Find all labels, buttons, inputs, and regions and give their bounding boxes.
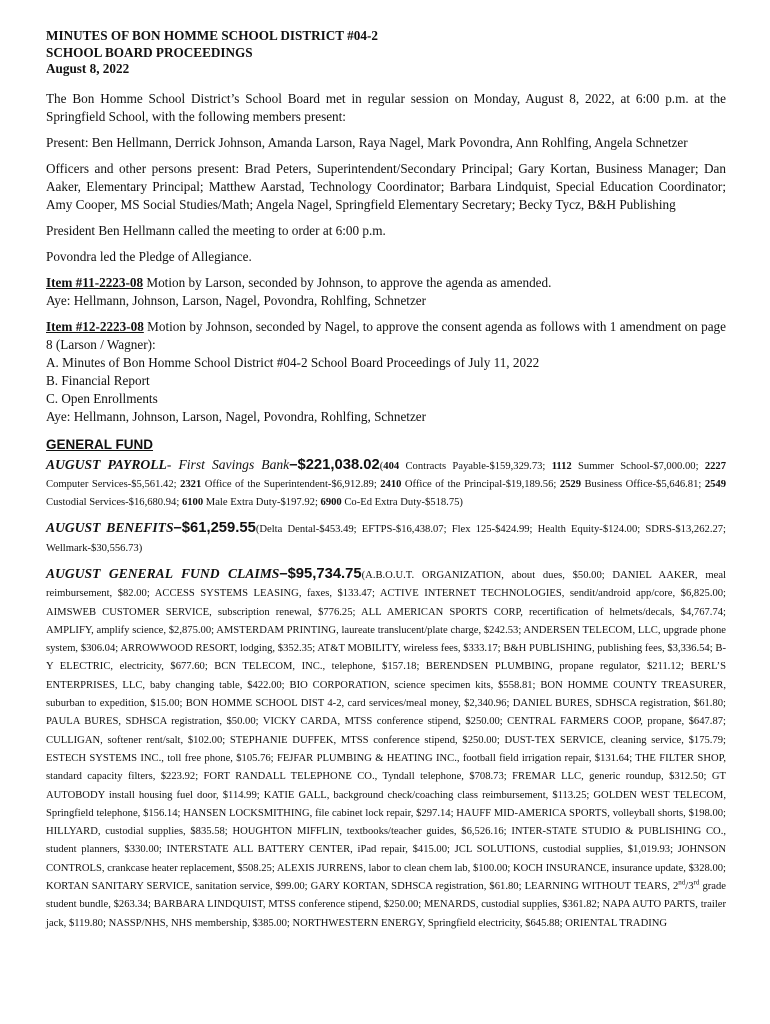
benefits-amount: –$61,259.55 xyxy=(173,520,256,537)
account-detail: Business Office-$5,646.81; xyxy=(581,478,705,490)
account-code: 2549 xyxy=(704,478,727,490)
general-fund-heading: GENERAL FUND xyxy=(46,436,154,452)
header-subtitle: SCHOOL BOARD PROCEEDINGS xyxy=(46,44,253,60)
item-label: Item #12-2223-08 xyxy=(46,318,144,334)
header-title: MINUTES OF BON HOMME SCHOOL DISTRICT #04-2 xyxy=(46,28,378,43)
account-detail: Summer School-$7,000.00; xyxy=(571,460,705,472)
benefits-detail: (Delta Dental-$453.49; EFTPS-$16,438.07; Flex 125-$424.99; Health Equity-$124.00; SDRS-$13,262.27; Wellmark-$30,556.73) xyxy=(46,524,727,554)
account-detail: Computer Services-$5,561.42; xyxy=(46,478,181,490)
item-text: Motion by Larson, seconded by Johnson, to approve the agenda as amended. xyxy=(143,274,552,290)
payroll-title: AUGUST PAYROLL xyxy=(46,456,167,472)
item-label: Item #11-2223-08 xyxy=(46,274,144,290)
account-code: 404 xyxy=(383,460,400,472)
consent-list-item: C. Open Enrollments xyxy=(46,390,158,406)
agenda-item-2 xyxy=(46,318,726,426)
account-detail: Custodial Services-$16,680.94; xyxy=(46,497,182,509)
august-payroll: AUGUST PAYROLL- First Savings Bank–$221,038.02(404 Contracts Payable-$159,329.73; 1112 Summer School-$7,000.00; 2227 Computer Services-$5,561.42; 2321 Office of the Superintendent-$6,912.89; 2410 Office of the Principal-$19,189.56; 2529 Business Office-$5,646.81; 2549 Custodial Services-$16,680.94; 6100 Male Extra Duty-$197.92; 6900 Co-Ed Extra Duty-$518.75) xyxy=(46,456,727,509)
payroll-amount: –$221,038.02 xyxy=(289,456,380,473)
account-code: 2410 xyxy=(380,478,402,490)
account-detail: Office of the Superintendent-$6,912.89; xyxy=(201,478,381,490)
august-general-fund-claims xyxy=(46,565,726,931)
claims-title: AUGUST GENERAL FUND CLAIMS xyxy=(46,565,280,581)
account-detail: Contracts Payable-$159,329.73; xyxy=(399,460,552,472)
members-present: Present: Ben Hellmann, Derrick Johnson, Amanda Larson, Raya Nagel, Mark Povondra, Ann Rohlfing, Angela Schnetzer xyxy=(46,134,688,150)
document-header xyxy=(46,28,726,78)
intro-paragraph: The Bon Homme School District’s School Board met in regular session on Monday, August 8, 2022, at 6:00 p.m. at the Springfield School, with the following members present: xyxy=(46,90,726,124)
ordinal-suffix: rd xyxy=(693,878,700,887)
account-code: 2227 xyxy=(704,460,727,472)
pledge: Povondra led the Pledge of Allegiance. xyxy=(46,248,252,264)
account-detail: Co-Ed Extra Duty-$518.75) xyxy=(341,497,463,509)
account-code: 6100 xyxy=(181,497,204,509)
claims-detail: /3 xyxy=(685,881,694,893)
claims-amount: –$95,734.75 xyxy=(279,565,362,582)
account-code: 2529 xyxy=(559,478,582,490)
benefits-title: AUGUST BENEFITS xyxy=(46,520,174,536)
minutes-page xyxy=(46,28,726,931)
consent-list-item: A. Minutes of Bon Homme School District #04-2 School Board Proceedings of July 11, 2022 xyxy=(46,354,540,370)
vote-line: Aye: Hellmann, Johnson, Larson, Nagel, Povondra, Rohlfing, Schnetzer xyxy=(46,408,427,424)
officers-present: Officers and other persons present: Brad Peters, Superintendent/Secondary Principal; Gary Kortan, Business Manager; Dan Aaker, Elementary Principal; Matthew Aarstad, Technology Coordinator; Barbara Lindquist, Special Education Coordinator; Amy Cooper, MS Social Studies/Math; Angela Nagel, Springfield Elementary Secretary; Becky Tycz, B&H Publishing xyxy=(46,160,726,212)
august-benefits xyxy=(46,519,726,556)
item-text: Motion by Johnson, seconded by Nagel, to approve the consent agenda as follows with 1 amendment on page 8 (Larson / Wagner): xyxy=(46,318,726,352)
consent-list-item: B. Financial Report xyxy=(46,372,150,388)
header-date: August 8, 2022 xyxy=(46,61,130,76)
account-detail: Office of the Principal-$19,189.56; xyxy=(401,478,560,490)
vote-line: Aye: Hellmann, Johnson, Larson, Nagel, Povondra, Rohlfing, Schnetzer xyxy=(46,292,427,308)
account-detail: Male Extra Duty-$197.92; xyxy=(203,497,321,509)
ordinal-suffix: nd xyxy=(678,878,686,887)
claims-detail: (A.B.O.U.T. ORGANIZATION, about dues, $50.00; DANIEL AAKER, meal reimbursement, $82.00; ACCESS SYSTEMS LEASING, faxes, $133.47; ACTIVE INTERNET TECHNOLOGIES, sendit/android app/core, $6,825.00; AIMSWEB CUSTOMER SERVICE, subscription renewal, $776.25; ALL AMERICAN SPORTS CORP, recertification of helmets/decals, $4,767.74; AMPLIFY, amplify science, $2,875.00; AMSTERDAM PRINTING, laureate translucent/plate charge, $242.53; ANDERSEN TELECOM, LLC, upgrade phone system, $306.04; ARROWWOOD RESORT, lodging, $352.35; AT&T MOBILITY, wireless fees, $333.17; B&H PUBLISHING, publishing fees, $3,336.54; B-Y ELECTRIC, electricity, $677.60; BCN TELECOM, INC., telephone, $157.18; BERENDSEN PLUMBING, propane regulator, $211.12; BERL’S ENTERPRISES, LLC, baby changing table, $422.00; BIO CORPORATION, science specimen kits, $558.81; BON HOMME COUNTY TREASURER, suburban to expedition, $15.00; BON HOMME SCHOOL DIST 4-2, card services/meal money, $2,340.96; DANIEL BURES, SDHSCA registration, $61.80; PAULA BURES, SDHSCA registration, $50.00; VICKY CARDA, MTSS conference stipend, $250.00; CENTRAL FARMERS COOP, propane, $647.87; CULLIGAN, softener rent/salt, $102.00; STEPHANIE DUFFEK, MTSS conference stipend, $250.00; DUST-TEX SERVICE, cleaning service, $175.79; ESTECH SYSTEMS INC., toll free phone, $105.76; FEJFAR PLUMBING & HEATING INC., football field irrigation repair, $131.64; THE FILTER SHOP, standard capacity filters, $223.92; FORT RANDALL TELEPHONE CO., Tyndall telephone, $708.73; FREMAR LLC, generic roundup, $312.50; GT AUTOBODY install housing fuel door, $114.99; KATIE GALL, background check/coaching class reimbursement, $113.25; GOLDEN WEST TELECOM, Springfield telephone, $156.14; HANSEN LOCKSMITHING, file cabinet lock repair, $297.14; HAUFF MID-AMERICA SPORTS, volleyball shorts, $198.00; HILLYARD, custodial supplies, $835.58; HOUGHTON MIFFLIN, textbooks/teacher guides, $6,526.16; INTER-STATE STUDIO & PUBLISHING CO., student planners, $330.00; INTERSTATE ALL BATTERY CENTER, iPad repair, $415.00; JCL SOLUTIONS, custodial supplies, $1,019.93; JOHNSON CONTROLS, crankcase heater replacement, $508.25; ALEXIS JURRENS, labor to clean chem lab, $100.00; KOCH INSURANCE, insurance update, $328.00; KORTAN SANITARY SERVICE, sanitation service, $99.00; GARY KORTAN, SDHSCA registration, $61.80; LEARNING WITHOUT TEARS, 2 xyxy=(46,569,726,893)
claims-detail: grade student bundle, $263.34; BARBARA LINDQUIST, MTSS conference stipend, $250.00; MENARDS, custodial supplies, $361.82; NAPA AUTO PARTS, trailer jack, $119.80; NASSP/NHS, NHS membership, $385.00; NORTHWESTERN ENERGY, Springfield electricity, $645.88; ORIENTAL TRADING xyxy=(46,881,726,929)
call-to-order: President Ben Hellmann called the meeting to order at 6:00 p.m. xyxy=(46,222,386,238)
account-code: 6900 xyxy=(320,497,342,509)
payroll-bank: - First Savings Bank xyxy=(166,456,290,472)
account-code: 2321 xyxy=(180,478,202,490)
account-code: 1112 xyxy=(551,460,572,472)
agenda-item-1 xyxy=(46,274,726,310)
